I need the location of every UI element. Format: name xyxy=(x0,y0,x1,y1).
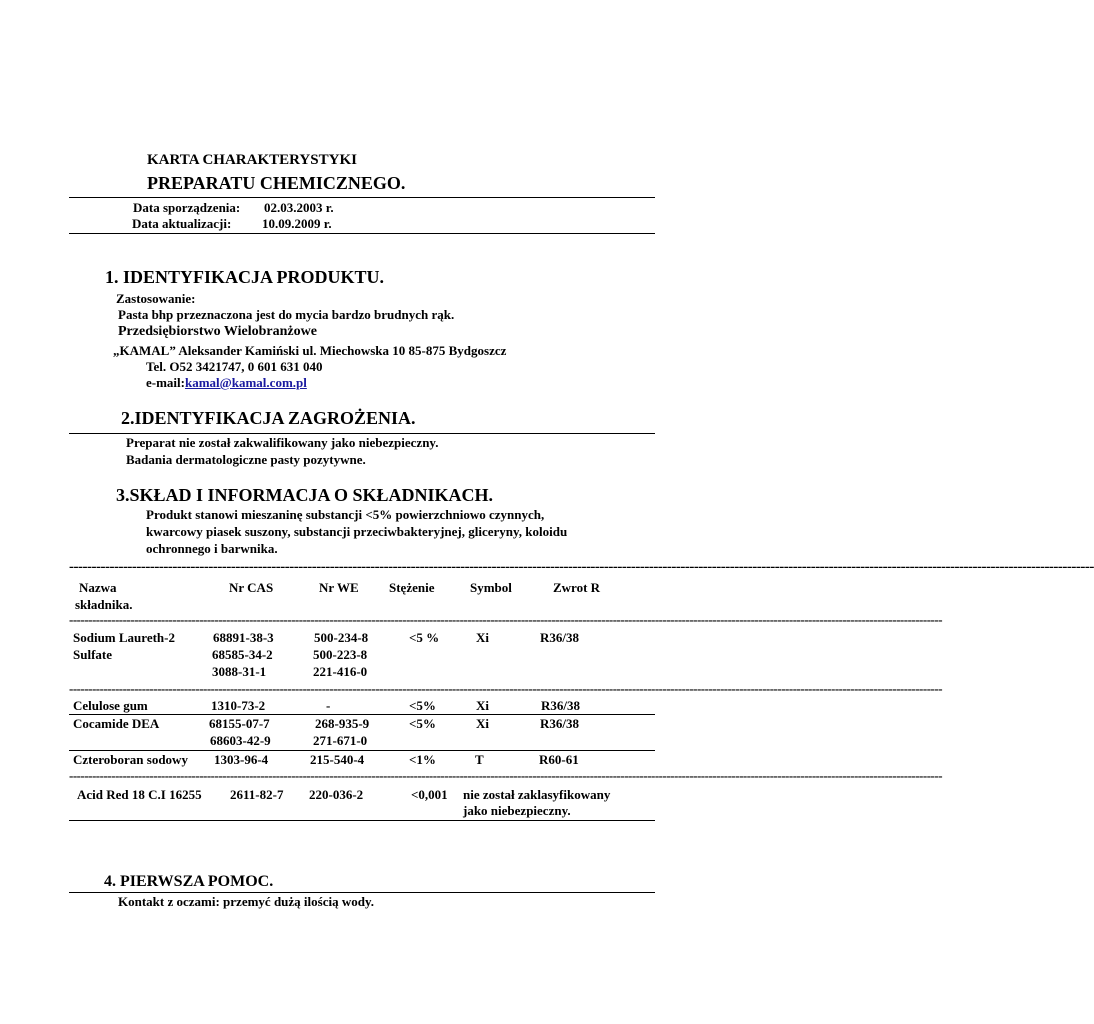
cell-r: R36/38 xyxy=(540,630,579,645)
cell-cas: 68585-34-2 xyxy=(212,647,273,662)
dashed-separator: ------------------------------------------------------------------------------------------------------------------------------------------------------------------------------------------------------------------------------------ xyxy=(69,612,943,627)
cell-name: Sodium Laureth-2 xyxy=(73,630,175,645)
cell-name: Czteroboran sodowy xyxy=(73,752,188,767)
col-header-name-cont: składnika. xyxy=(75,597,133,612)
divider xyxy=(69,892,655,893)
section3-intro3: ochronnego i barwnika. xyxy=(146,541,278,556)
cell-we: - xyxy=(326,698,331,713)
cell-cas: 1303-96-4 xyxy=(214,752,269,767)
cell-r: R36/38 xyxy=(541,698,580,713)
section3-heading: 3.SKŁAD I INFORMACJA O SKŁADNIKACH. xyxy=(116,485,494,505)
company-line1: Przedsiębiorstwo Wielobranżowe xyxy=(118,324,317,339)
section4-line1: Kontakt z oczami: przemyć dużą ilością wody. xyxy=(118,894,374,909)
updated-value: 10.09.2009 r. xyxy=(262,216,332,231)
dashed-separator: ------------------------------------------------------------------------------------------------------------------------------------------------------------------------------------------------------------------------------------ xyxy=(69,768,943,783)
cell-conc: <5% xyxy=(409,698,436,713)
cell-name-cont: Sulfate xyxy=(73,647,112,662)
section2-heading: 2.IDENTYFIKACJA ZAGROŻENIA. xyxy=(121,408,416,428)
dashed-separator: ------------------------------------------------------------------------------------------------------------------------------------------------------------------------------------------------------------------------------------ xyxy=(69,559,1094,575)
updated-label: Data aktualizacji: xyxy=(132,216,232,231)
cell-cas: 1310-73-2 xyxy=(211,698,266,713)
cell-we: 268-935-9 xyxy=(315,716,370,731)
cell-cas: 2611-82-7 xyxy=(230,787,284,802)
cell-cas: 68891-38-3 xyxy=(213,630,274,645)
col-header-symbol: Symbol xyxy=(470,580,512,595)
phone: Tel. O52 3421747, 0 601 631 040 xyxy=(146,359,323,374)
cell-name: Acid Red 18 C.I 16255 xyxy=(77,787,202,802)
cell-cas: 68603-42-9 xyxy=(210,733,271,748)
col-header-cas: Nr CAS xyxy=(229,580,274,595)
cell-we: 221-416-0 xyxy=(313,664,368,679)
email-link[interactable]: kamal@kamal.com.pl xyxy=(184,375,307,390)
col-header-r: Zwrot R xyxy=(553,580,601,595)
email-row xyxy=(146,375,307,391)
cell-conc: <5 % xyxy=(409,630,440,645)
cell-we: 215-540-4 xyxy=(310,752,365,767)
cell-name: Celulose gum xyxy=(73,698,148,713)
section2-line2: Badania dermatologiczne pasty pozytywne. xyxy=(126,452,366,467)
cell-cas: 68155-07-7 xyxy=(209,716,270,731)
col-header-name: Nazwa xyxy=(79,580,117,595)
header-line1: KARTA CHARAKTERYSTYKI xyxy=(147,152,357,168)
cell-conc: <1% xyxy=(409,752,436,767)
cell-symbol: Xi xyxy=(476,630,489,645)
col-header-we: Nr WE xyxy=(319,580,359,595)
section1-heading: 1. IDENTYFIKACJA PRODUKTU. xyxy=(105,267,385,287)
divider xyxy=(69,750,655,751)
cell-name: Cocamide DEA xyxy=(73,716,160,731)
section3-intro1: Produkt stanowi mieszaninę substancji <5% powierzchniowo czynnych, xyxy=(146,507,545,522)
col-header-conc: Stężenie xyxy=(389,580,435,595)
cell-conc: <0,001 xyxy=(411,787,448,802)
dashed-separator: ------------------------------------------------------------------------------------------------------------------------------------------------------------------------------------------------------------------------------------ xyxy=(69,681,943,696)
divider xyxy=(69,233,655,234)
divider xyxy=(69,820,655,821)
divider xyxy=(69,714,655,715)
cell-note-cont: jako niebezpieczny. xyxy=(463,803,571,818)
company-line2: „KAMAL” Aleksander Kamiński ul. Miechowska 10 85-875 Bydgoszcz xyxy=(113,343,507,358)
cell-note: nie został zaklasyfikowany xyxy=(463,787,611,802)
section3-intro2: kwarcowy piasek suszony, substancji przeciwbakteryjnej, gliceryny, koloidu xyxy=(146,524,568,539)
section4-heading: 4. PIERWSZA POMOC. xyxy=(104,873,274,890)
divider xyxy=(69,433,655,434)
cell-we: 220-036-2 xyxy=(309,787,364,802)
section2-line1: Preparat nie został zakwalifikowany jako niebezpieczny. xyxy=(126,435,439,450)
created-value: 02.03.2003 r. xyxy=(264,200,334,215)
cell-we: 500-234-8 xyxy=(314,630,369,645)
cell-cas: 3088-31-1 xyxy=(212,664,267,679)
usage-label: Zastosowanie: xyxy=(116,291,196,306)
cell-symbol: Xi xyxy=(476,716,489,731)
cell-symbol: T xyxy=(475,752,484,767)
header-line2: PREPARATU CHEMICZNEGO. xyxy=(147,173,406,193)
cell-r: R36/38 xyxy=(540,716,579,731)
cell-r: R60-61 xyxy=(539,752,579,767)
cell-conc: <5% xyxy=(409,716,436,731)
divider xyxy=(69,197,655,198)
cell-we: 271-671-0 xyxy=(313,733,368,748)
email-label: e-mail: xyxy=(146,375,185,390)
usage-text: Pasta bhp przeznaczona jest do mycia bardzo brudnych rąk. xyxy=(118,307,455,322)
cell-symbol: Xi xyxy=(476,698,489,713)
created-label: Data sporządzenia: xyxy=(133,200,241,215)
cell-we: 500-223-8 xyxy=(313,647,368,662)
